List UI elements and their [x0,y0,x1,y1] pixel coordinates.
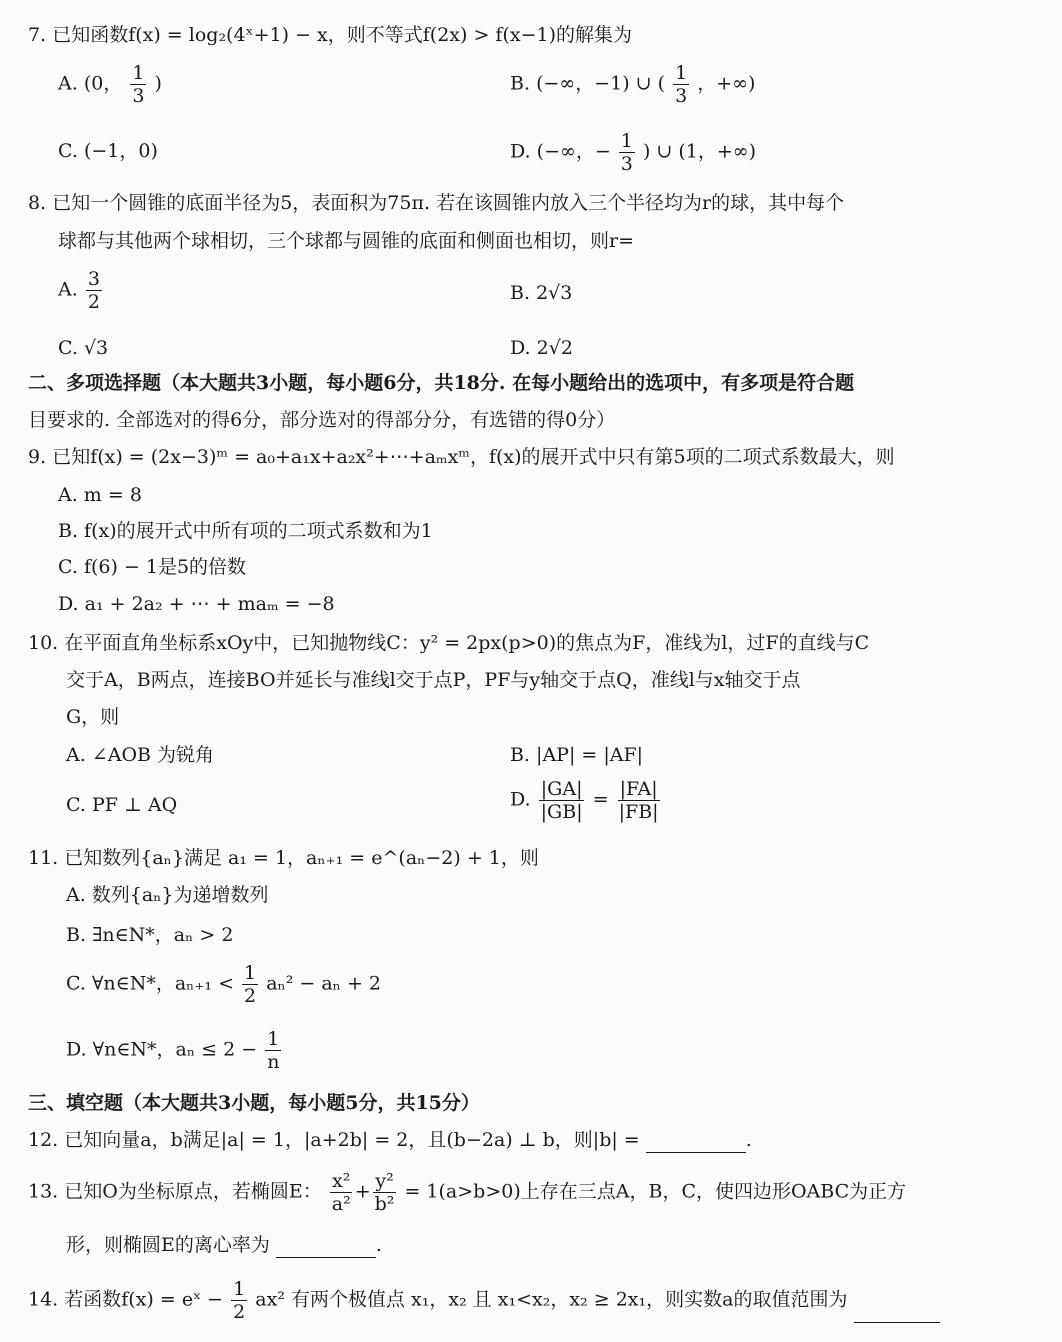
question-8-stem-line2: 球都与其他两个球相切，三个球都与圆锥的底面和侧面也相切，则r= [58,230,635,252]
q7-option-a: A. (0， $\frac{1}{3}$ ) [58,62,162,107]
q7-option-b: B. (−∞，−1) ∪ ( $\frac{1}{3}$ ，+∞) [510,62,756,107]
q11-option-d: D. ∀n∈N*，aₙ ≤ 2 − $\frac{1}{n}$ [66,1028,280,1073]
question-14-stem: 14. 若函数f(x) = eˣ − $\frac{1}{2}$ ax² 有两个极值点 x₁，x₂ 且 x₁<x₂，x₂ ≥ 2x₁，则实数a的取值范围为 [28,1278,940,1323]
fraction: $\frac{1}{2}$ [233,1278,246,1323]
q11-option-c: C. ∀n∈N*，aₙ₊₁ < $\frac{1}{2}$ aₙ² − aₙ + 2 [66,962,381,1007]
answer-blank[interactable] [854,1302,940,1323]
fraction: $\frac{|FA|}{|FB|}$ [618,778,659,823]
q7-option-c: C. (−1，0) [58,140,158,162]
question-number: 7. [28,24,47,46]
q9-option-b: B. f(x)的展开式中所有项的二项式系数和为1 [58,520,433,542]
section-2-heading: 二、多项选择题（本大题共3小题，每小题6分，共18分. 在每小题给出的选项中，有多项是符合题 [28,372,855,394]
q8-option-c: C. √3 [58,337,109,359]
question-10-stem-line3: G，则 [66,706,120,728]
question-number: 8. [28,192,47,214]
q9-option-a: A. m = 8 [58,484,142,506]
fraction: $\frac{|GA|}{|GB|}$ [540,778,583,823]
question-12-stem: 12. 已知向量a，b满足|a| = 1，|a+2b| = 2，且(b−2a) ⊥ b，则|b| = . [28,1129,752,1151]
answer-blank[interactable] [646,1132,746,1153]
q10-option-c: C. PF ⊥ AQ [66,794,178,816]
q10-option-d: D. $\frac{|GA|}{|GB|}$ = $\frac{|FA|}{|FB|}$ [510,778,659,823]
question-8-stem: 8. 已知一个圆锥的底面半径为5，表面积为75π. 若在该圆锥内放入三个半径均为r的球，其中每个 [28,192,845,214]
question-number: 10. [28,632,59,654]
fraction: $\frac{1}{3}$ [132,62,145,107]
question-10-stem: 10. 在平面直角坐标系xOy中，已知抛物线C：y² = 2px(p>0)的焦点为F，准线为l，过F的直线与C [28,632,870,654]
section-3-heading: 三、填空题（本大题共3小题，每小题5分，共15分） [28,1092,480,1114]
q10-option-b: B. |AP| = |AF| [510,744,644,766]
answer-blank[interactable] [276,1237,376,1258]
q8-option-d: D. 2√2 [510,337,573,359]
q7-option-d: D. (−∞，− $\frac{1}{3}$ ) ∪ (1，+∞) [510,130,757,175]
fraction: $\frac{\text{y²}}{\text{b²}}$ [374,1170,395,1215]
question-9-stem: 9. 已知f(x) = (2x−3)ᵐ = a₀+a₁x+a₂x²+⋯+aₘxᵐ，f(x)的展开式中只有第5项的二项式系数最大，则 [28,446,895,468]
q8-option-b: B. 2√3 [510,282,573,304]
question-13-stem-line2: 形，则椭圆E的离心率为 . [66,1234,382,1256]
q10-option-a: A. ∠AOB 为锐角 [66,744,215,766]
question-10-stem-line2: 交于A，B两点，连接BO并延长与准线l交于点P，PF与y轴交于点Q，准线l与x轴交于点 [66,669,801,691]
question-11-stem: 11. 已知数列{aₙ}满足 a₁ = 1，aₙ₊₁ = e^(aₙ−2) + 1，则 [28,847,539,869]
q9-option-d: D. a₁ + 2a₂ + ⋯ + maₘ = −8 [58,593,335,615]
question-13-stem: 13. 已知O为坐标原点，若椭圆E： $\frac{\text{x²}}{\text{a²}}$ + $\frac{\text{y²}}{\text{b²}}$ = 1(a>b>0)上存在三点A，B，C，使四边形OABC为正方 [28,1170,907,1215]
question-7-stem: 7. 已知函数f(x) = log₂(4ˣ+1) − x，则不等式f(2x) > f(x−1)的解集为 [28,24,632,46]
q11-option-b: B. ∃n∈N*，aₙ > 2 [66,924,234,946]
fraction: $\frac{3}{2}$ [87,268,100,313]
question-number: 9. [28,446,47,468]
fraction: $\frac{1}{2}$ [244,962,257,1007]
section-2-instructions: 目要求的. 全部选对的得6分，部分选对的得部分分，有选错的得0分） [28,409,616,431]
question-number: 14. [28,1288,59,1311]
question-number: 13. [28,1180,59,1203]
q8-option-a: A. $\frac{3}{2}$ [58,268,100,313]
fraction: $\frac{\text{x²}}{\text{a²}}$ [331,1170,351,1215]
question-number: 11. [28,847,59,869]
q9-option-c: C. f(6) − 1是5的倍数 [58,556,247,578]
fraction: $\frac{1}{n}$ [267,1028,280,1073]
q11-option-a: A. 数列{aₙ}为递增数列 [66,884,269,906]
question-number: 12. [28,1129,59,1151]
fraction: $\frac{1}{3}$ [620,130,633,175]
fraction: $\frac{1}{3}$ [675,62,688,107]
